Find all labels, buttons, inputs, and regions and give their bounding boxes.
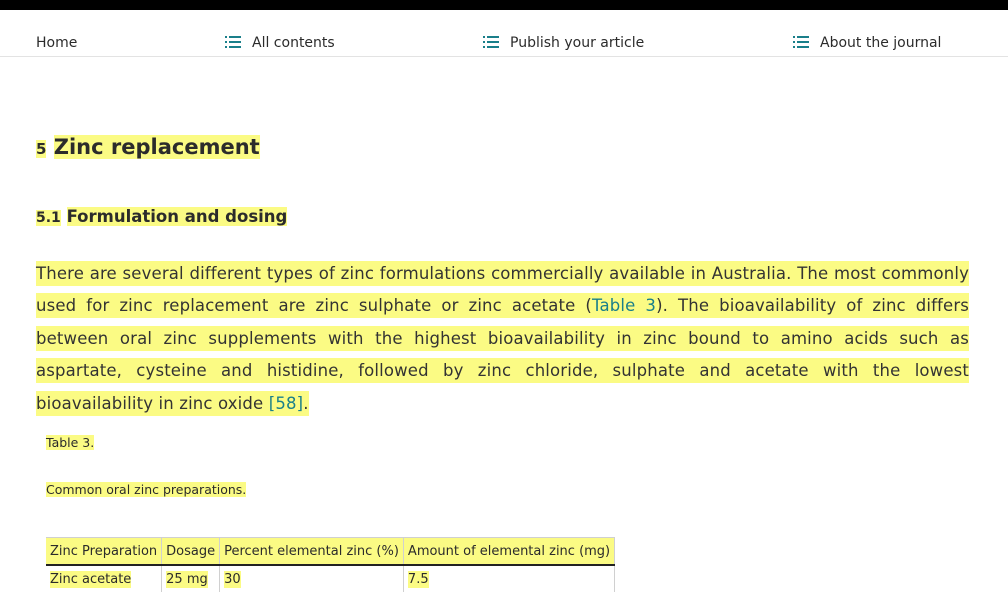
table-header-cell: Amount of elemental zinc (mg) (403, 538, 614, 566)
table-header-row (46, 538, 615, 566)
table-label (46, 434, 94, 452)
nav-all-contents-label: All contents (252, 35, 335, 51)
table-caption-text: Common oral zinc preparations. (46, 482, 247, 497)
paragraph-text-2: ). The bioavailability of zinc differs between oral zinc supplements with the highest bioavailability in zinc bound to amino acids such as aspartate, cysteine and histidine, followed by zinc chloride, sulphate and acetate with the lowest bioavailability in zinc oxide (36, 293, 969, 416)
table-cell (162, 565, 220, 592)
nav-about-label: About the journal (820, 35, 942, 51)
paragraph-text-3: . (303, 391, 308, 416)
table-3-link[interactable]: Table 3 (592, 293, 656, 318)
table-header-cell: Percent elemental zinc (%) (220, 538, 404, 566)
table-cell (220, 565, 404, 592)
table-header-cell: Dosage (162, 538, 220, 566)
zinc-preparations-table (46, 537, 615, 592)
subsection-number: 5.1 (36, 209, 61, 226)
table-label-text: Table 3. (46, 435, 95, 450)
cell-text: 25 mg (166, 571, 208, 587)
table-caption (46, 481, 246, 499)
nav-publish-label: Publish your article (510, 35, 645, 51)
section-number: 5 (36, 140, 47, 159)
paragraph-text-1: There are several different types of zinc formulations commercially available in Australia. The most commonly used for zinc replacement are zinc sulphate or zinc acetate ( (36, 261, 969, 319)
table-row (46, 565, 615, 592)
list-icon (793, 36, 809, 48)
nav-publish-link[interactable] (483, 34, 644, 52)
subsection-title: Formulation and dosing (66, 206, 288, 226)
section-title: Zinc replacement (53, 135, 260, 160)
nav-about-link[interactable] (793, 34, 941, 52)
table-header-cell: Zinc Preparation (46, 538, 162, 566)
cell-text: Zinc acetate (50, 571, 132, 587)
journal-nav (0, 10, 1008, 57)
subsection-heading (36, 206, 287, 229)
list-icon (483, 36, 499, 48)
top-black-bar (0, 0, 1008, 10)
nav-all-contents-link[interactable] (225, 34, 335, 52)
cell-text: 30 (224, 571, 241, 587)
body-paragraph (36, 258, 969, 421)
nav-home-link[interactable]: Home (36, 35, 78, 51)
list-icon (225, 36, 241, 48)
table-cell (403, 565, 614, 592)
table-cell (46, 565, 162, 592)
cell-text: 7.5 (407, 571, 429, 587)
section-heading (36, 133, 260, 163)
reference-58-link[interactable]: [58] (269, 391, 303, 416)
